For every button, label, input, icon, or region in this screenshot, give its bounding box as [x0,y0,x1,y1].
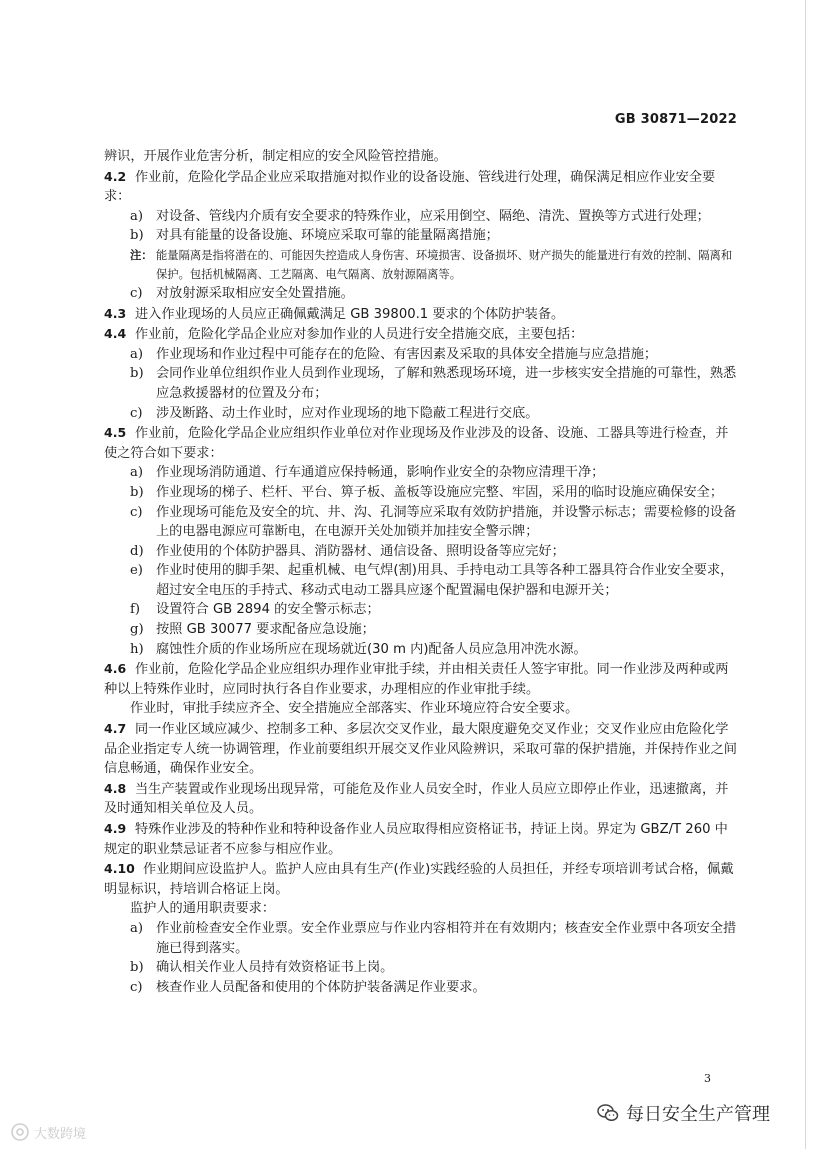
list-item [104,561,740,600]
watermark-text: 大数跨境 [34,1126,87,1142]
list-item [104,207,740,227]
item-text: 会同作业单位组织作业人员到作业现场，了解和熟悉现场环境，进一步核实安全措施的可靠性，熟悉应急救援器材的位置及分布； [156,366,737,401]
watermark-text: 每日安全生产管理 [626,1104,770,1125]
clause-paragraph: 监护人的通用职责要求： [130,901,276,917]
clause-number: 4.10 [104,861,135,877]
clause-paragraph: 作业时，审批手续应齐全、安全措施应全部落实、作业环境应符合安全要求。 [130,701,579,717]
item-label: f) [130,602,141,618]
clause-4-7 [104,719,740,779]
list-item [104,919,740,958]
item-text: 作业时使用的脚手架、起重机械、电气焊(割)用具、手持电动工具等各种工器具符合作业安全要求，超过安全电压的手持式、移动式电动工器具应逐个配置漏电保护器和电源开关； [156,563,734,598]
note [104,246,740,284]
watermark-right [596,1100,770,1126]
item-text: 核查作业人员配备和使用的个体防护装备满足作业要求。 [156,979,486,995]
item-text: 作业现场可能危及安全的坑、井、沟、孔洞等应采取有效防护措施，并设警示标志；需要检修的设备上的电器电源应可靠断电，在电源开关处加锁并加挂安全警示牌； [156,504,737,540]
item-text: 作业前检查安全作业票。安全作业票应与作业内容相符并在有效期内；核查安全作业票中各项安全措施已得到落实。 [156,920,737,956]
clause-number: 4.6 [104,661,127,677]
clause-4-10 [104,859,740,899]
clause-text: 作业前，危险化学品企业应组织作业单位对作业现场及作业涉及的设备、设施、工器具等进行检查，并使之符合如下要求： [104,426,729,461]
item-text: 腐蚀性介质的作业场所应在现场就近(30 m 内)配备人员应急用冲洗水源。 [156,641,587,657]
clause-text: 作业期间应设监护人。监护人应由具有生产(作业)实践经验的人员担任，并经专项培训考试合格，佩戴明显标识，持培训合格证上岗。 [104,862,734,897]
clause-number: 4.7 [104,721,127,737]
item-text: 作业现场和作业过程中可能存在的危险、有害因素及采取的具体安全措施与应急措施； [156,346,658,362]
list-item [104,600,740,620]
document-body [104,147,740,997]
standard-code: GB 30871—2022 [614,112,737,127]
list-item [104,620,740,640]
item-label: b) [130,228,144,244]
item-label: c) [130,979,143,995]
logo-icon [10,1122,30,1142]
wechat-icon [596,1101,620,1125]
list-item [104,640,740,660]
clause-text: 作业前，危险化学品企业应采取措施对拟作业的设备设施、管线进行处理，确保满足相应作业安全要求： [104,169,716,205]
item-label: b) [130,366,144,382]
list-item [104,978,740,998]
note-label: 注： [130,248,153,262]
item-label: b) [130,960,144,976]
clause-text: 同一作业区域应减少、控制多工种、多层次交叉作业，最大限度避免交叉作业；交叉作业应由危险化学品企业指定专人统一协调管理，作业前要组织开展交叉作业风险辨识，采取可靠的保护措施，并保持作业之间信息畅通，确保作业安全。 [104,722,737,777]
item-text: 对具有能量的设备设施、环境应采取可靠的能量隔离措施； [156,228,499,244]
list-item [104,404,740,424]
item-text: 作业现场的梯子、栏杆、平台、箅子板、盖板等设施应完整、牢固，采用的临时设施应确保安全； [156,484,724,500]
item-label: a) [130,208,144,224]
clause-text: 作业前，危险化学品企业应组织办理作业审批手续，并由相关责任人签字审批。同一作业涉及两种或两种以上特殊作业时，应同时执行各自作业要求，办理相应的作业审批手续。 [104,662,729,697]
item-label: c) [130,285,143,301]
clause-4-9 [104,819,740,859]
list-item [104,463,740,483]
clause-number: 4.3 [104,305,127,321]
item-text: 涉及断路、动土作业时，应对作业现场的地下隐蔽工程进行交底。 [156,405,539,421]
clause-4-3 [104,304,740,325]
item-text: 设置符合 GB 2894 的安全警示标志； [156,602,380,618]
list-item [104,958,740,978]
item-label: c) [130,504,143,520]
continued-paragraph: 辨识，开展作业危害分析，制定相应的安全风险管控措施。 [104,149,447,164]
clause-number: 4.9 [104,821,127,836]
item-label: d) [130,543,144,559]
item-label: a) [130,465,144,481]
watermark-left [10,1122,86,1142]
item-label: h) [130,641,144,657]
clause-text: 进入作业现场的人员应正确佩戴满足 GB 39800.1 要求的个体防护装备。 [135,306,565,322]
item-label: b) [130,484,144,500]
item-text: 作业使用的个体防护器具、消防器材、通信设备、照明设备等应完好； [156,543,565,559]
item-text: 作业现场消防通道、行车通道应保持畅通，影响作业安全的杂物应清理干净； [156,465,605,481]
list-item [104,542,740,562]
clause-text: 特殊作业涉及的特种作业和特种设备作业人员应取得相应资格证书，持证上岗。界定为 GBZ/T 260 中规定的职业禁忌证者不应参与相应作业。 [104,822,728,857]
item-label: g) [130,622,144,638]
list-item [104,226,740,246]
clause-4-5 [104,423,740,463]
item-text: 对放射源采取相应安全处置措施。 [156,285,354,301]
item-text: 按照 GB 30077 要求配备应急设施； [156,622,375,638]
clause-4-4 [104,324,740,345]
item-label: a) [130,920,144,936]
note-text: 能量隔离是指将潜在的、可能因失控造成人身伤害、环境损害、设备损坏、财产损失的能量进行有效的控制、隔离和保护。包括机械隔离、工艺隔离、电气隔离、放射源隔离等。 [156,248,733,281]
item-text: 对设备、管线内介质有安全要求的特殊作业，应采用倒空、隔绝、清洗、置换等方式进行处理； [156,208,710,224]
clause-text: 作业前，危险化学品企业应对参加作业的人员进行安全措施交底，主要包括： [135,327,584,343]
clause-number: 4.8 [104,780,127,796]
item-text: 确认相关作业人员持有效资格证书上岗。 [156,960,394,976]
list-item [104,364,740,403]
clause-number: 4.4 [104,326,127,342]
item-label: a) [130,346,144,362]
item-label: c) [130,405,143,421]
list-item [104,345,740,365]
clause-number: 4.2 [104,168,127,184]
page-number: 3 [704,1072,711,1085]
clause-4-8 [104,779,740,819]
list-item [104,503,740,542]
list-item [104,284,740,304]
clause-number: 4.5 [104,425,127,441]
clause-4-6 [104,659,740,699]
page-edge [805,0,806,1149]
clause-text: 当生产装置或作业现场出现异常，可能危及作业人员安全时，作业人员应立即停止作业，迅速撤离，并及时通知相关单位及人员。 [104,781,729,817]
list-item [104,483,740,503]
item-label: e) [130,563,143,579]
clause-4-2 [104,167,740,207]
